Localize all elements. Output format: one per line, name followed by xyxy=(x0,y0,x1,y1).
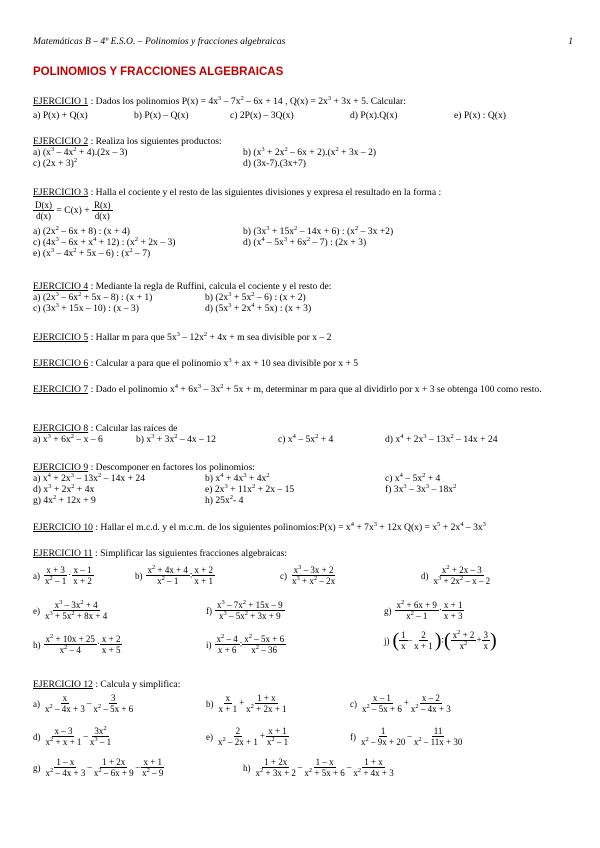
left-paren-icon: ( xyxy=(443,629,451,652)
denominator: $x^2 - 5x + 6$ xyxy=(362,703,402,714)
numerator: x – 3 xyxy=(54,726,73,736)
numerator: 1 – x xyxy=(315,757,334,767)
numerator: x + 1 xyxy=(143,757,163,767)
denominator: $x^2 - 9x + 20$ xyxy=(361,736,406,747)
numerator: x xyxy=(225,693,231,703)
numerator: 1 xyxy=(401,630,406,640)
operator: : xyxy=(239,638,243,649)
numerator: 1 + 2x xyxy=(102,757,126,767)
numerator: $x^2 + 2x - 3$ xyxy=(441,564,482,575)
item-letter: a) xyxy=(33,698,40,709)
denominator: x + 1 xyxy=(414,641,433,651)
fraction-item-12c xyxy=(350,693,453,714)
fraction-item-12a xyxy=(33,693,135,714)
numerator: D(x) xyxy=(35,200,52,210)
exercise-11 xyxy=(33,548,578,559)
numerator: x – 1 xyxy=(73,565,92,575)
item: b) P(x) – Q(x) xyxy=(134,110,189,121)
denominator: x + 1 xyxy=(218,704,238,714)
numerator: x + 1 xyxy=(443,600,463,610)
denominator: $x^3 + 2x^2 - x - 2$ xyxy=(433,575,491,586)
item: a) $x^3 + 6x^2 - x - 6$ xyxy=(33,433,103,445)
exercise-6 xyxy=(33,358,578,369)
numerator: 1 xyxy=(380,726,386,736)
item-letter: h) xyxy=(33,639,41,650)
item-letter: e) xyxy=(206,731,213,742)
item: b) $(x^3 + 2x^2 - 6x + 2).(x^2 + 3x - 2)$ xyxy=(243,146,377,158)
denominator: x xyxy=(483,641,489,651)
item-letter: a) xyxy=(33,570,40,581)
fraction-item-11e xyxy=(33,600,109,621)
denominator: $x^2 - 4x + 3$ xyxy=(410,703,451,714)
numerator: 1 – x xyxy=(56,757,75,767)
item: d) P(x).Q(x) xyxy=(350,110,398,121)
denominator: $x^2 - 1$ xyxy=(157,575,179,586)
item: b) $(2x^3 + 5x^2 - 6)$ : (x + 2) xyxy=(205,291,306,303)
item: h) $25x^2-$ 4 xyxy=(205,494,244,506)
fraction-item-11d xyxy=(421,565,492,586)
item: e) $(x^3 - 4x^2 + 5x - 6)$ : $(x^2 - 7)$ xyxy=(33,247,151,259)
denominator: $x^2$ xyxy=(459,640,468,651)
exercise-text: : Hallar el m.c.d. y el m.c.m. de los siguientes polinomios:P(x) = $x^4 + 7x^3 + 12x$ $Q(x) = x^5 + 2x^4 - 3x^3$ xyxy=(92,521,486,533)
operator: : xyxy=(189,569,193,580)
fraction-item-12h xyxy=(243,757,396,778)
fraction-item-11c xyxy=(280,565,337,586)
formula-middle: = C(x) + xyxy=(56,205,90,216)
item: f) $3x^3 - 3x^3 - 18x^2$ xyxy=(385,483,457,495)
denominator: x xyxy=(401,641,406,651)
exercise-text: : Realiza los siguientes productos: xyxy=(88,136,222,147)
exercise-label: EJERCICIO 5 xyxy=(33,332,89,343)
item: a) $(2x^3 - 6x^2 + 5x - 8)$ : (x + 1) xyxy=(33,291,153,303)
exercise-5 xyxy=(33,332,578,343)
denominator: x + 3 xyxy=(443,611,463,621)
operator: – xyxy=(407,730,412,741)
exercise-8 xyxy=(33,423,578,445)
numerator: x + 3 xyxy=(46,565,65,575)
item-letter: c) xyxy=(280,570,287,581)
exercise-text: : Halla el cociente y el resto de las siguientes divisiones y expresa el resultado en la forma : xyxy=(88,187,442,198)
numerator: x xyxy=(62,693,68,703)
exercise-label: EJERCICIO 12 xyxy=(33,679,93,690)
numerator: $x^2 + 2$ xyxy=(452,629,475,640)
item-letter: f) xyxy=(206,605,212,616)
numerator: $x^2 - 5x + 6$ xyxy=(244,633,285,644)
item: b) $x^3 + 3x^2 - 4x - 12$ xyxy=(136,433,216,445)
denominator: d(x) xyxy=(94,211,110,221)
item-letter: g) xyxy=(33,762,41,773)
exercise-text: : Simplificar las siguientes fracciones algebraicas: xyxy=(92,548,288,559)
denominator: $x^2 - 6x + 9$ xyxy=(93,767,134,778)
fraction-item-11g xyxy=(384,600,464,621)
header-title: Matemáticas B – 4º E.S.O. – Polinomios y fracciones algebraicas xyxy=(33,36,286,47)
numerator: 1 + x xyxy=(364,757,383,767)
denominator: x + 1 xyxy=(194,576,213,586)
numerator: $3x^2$ xyxy=(94,725,107,736)
item-letter: f) xyxy=(350,731,356,742)
numerator: x – 2 xyxy=(421,693,440,703)
denominator: $x^2 + 4x + 3$ xyxy=(353,767,394,778)
exercise-text: : Calcular las raíces de xyxy=(88,423,178,434)
exercise-label: EJERCICIO 9 xyxy=(33,462,89,473)
item-letter: d) xyxy=(33,731,41,742)
item: d) $x^3 + 2x^2 + 4x$ xyxy=(33,483,95,495)
denominator: $x^2 - 4x + 3$ xyxy=(45,767,86,778)
item: c) 2P(x) – 3Q(x) xyxy=(230,110,294,121)
operator: – xyxy=(83,730,88,741)
fraction-item-12g xyxy=(33,757,165,778)
operator: + xyxy=(403,697,409,708)
denominator: $x^2 + 2x + 1$ xyxy=(246,703,287,714)
item: c) $x^4 - 5x^2 + 4$ xyxy=(278,433,334,445)
fraction-item-11f xyxy=(206,600,285,621)
denominator: $x^2 - 36$ xyxy=(251,644,278,655)
numerator: $x^2 + 6x + 9$ xyxy=(396,599,437,610)
denominator: $x^3 + 5x^2 + 8x + 4$ xyxy=(45,610,108,621)
item: a) $(x^3 - 4x^2 + 4).(2x - 3)$ xyxy=(33,146,128,158)
denominator: $x^2 + 3x + 2$ xyxy=(255,767,296,778)
denominator: $x^2 - 2x + 1$ xyxy=(218,736,258,747)
operator: – xyxy=(407,634,413,645)
denominator: $x^2 - 11x + 30$ xyxy=(413,736,463,747)
exercise-3 xyxy=(33,187,578,259)
numerator: 2 xyxy=(235,726,241,736)
item-letter: c) xyxy=(350,698,357,709)
item: d) $x^4 + 2x^3 - 13x^2 - 14x + 24$ xyxy=(385,433,498,445)
exercise-10 xyxy=(33,522,578,533)
exercise-text: : Dados los polinomios $P(x) = 4x^3 - 7x^2 - 6x + 14$ , $Q(x) = 2x^3 + 3x + 5$. Calcular: xyxy=(88,95,406,107)
item: a) $(2x^2 - 6x + 8)$ : (x + 4) xyxy=(33,225,130,237)
numerator: 3 xyxy=(110,693,116,703)
item: c) $(3x^3 + 15x - 10)$ : (x – 3) xyxy=(33,302,139,314)
operator: · xyxy=(96,638,100,649)
exercise-label: EJERCICIO 11 xyxy=(33,548,93,559)
exercise-text: : Dado el polinomio $x^4 + 6x^3 - 3x^2 + 5x + m$, determinar m para que al dividirlo por x + 3 se obtenga 100 como resto. xyxy=(88,383,542,395)
item: b) $(3x^3 + 15x^2 - 14x + 6)$ : $(x^2 - 3x +2)$ xyxy=(243,225,394,237)
denominator: $x^3 - 5x^2 + 3x + 9$ xyxy=(218,610,281,621)
exercise-label: EJERCICIO 7 xyxy=(33,384,89,395)
item: d) $(x^4 - 5x^3 + 6x^2 - 7)$ : (2x + 3) xyxy=(243,236,367,248)
item: a) P(x) + Q(x) xyxy=(33,110,88,121)
fraction-item-11h xyxy=(33,634,122,655)
numerator: 3 xyxy=(483,630,489,640)
numerator: 1 + x xyxy=(257,693,276,703)
operator: – xyxy=(87,761,92,772)
fraction-item-12e xyxy=(206,726,290,747)
exercise-label: EJERCICIO 10 xyxy=(33,522,93,533)
item-letter: i) xyxy=(206,639,212,650)
exercise-label: EJERCICIO 8 xyxy=(33,423,89,434)
item-letter: g) xyxy=(384,605,392,616)
denominator: $x^2 - 4$ xyxy=(59,644,81,655)
numerator: 1 + 2x xyxy=(264,757,288,767)
operator: · xyxy=(438,604,442,615)
exercise-label: EJERCICIO 2 xyxy=(33,136,89,147)
right-paren-icon: ) xyxy=(434,629,442,652)
numerator: $x^3 - 3x + 2$ xyxy=(293,564,334,575)
denominator: x + 5 xyxy=(101,645,121,655)
exercise-text: : Descomponer en factores los polinomios: xyxy=(88,462,255,473)
numerator: 11 xyxy=(433,726,443,736)
numerator: $x^3 - 3x^2 + 4$ xyxy=(54,599,98,610)
operator: + xyxy=(259,730,265,741)
denominator: $x^2 - 9$ xyxy=(142,767,164,778)
numerator: R(x) xyxy=(94,200,111,210)
operator: – xyxy=(86,697,92,708)
numerator: x + 2 xyxy=(101,634,121,644)
numerator: x – 1 xyxy=(372,693,391,703)
exercise-text: : Hallar m para que $5x^3 - 12x^2 + 4x + m$ sea divisible por x – 2 xyxy=(88,331,332,343)
denominator: $x^2 - 4x + 3$ xyxy=(45,703,85,714)
numerator: x + 1 xyxy=(268,726,287,736)
denominator: $x^2 - 5x + 6$ xyxy=(93,703,134,714)
item: e) $2x^3 + 11x^2 + 2x - 15$ xyxy=(205,483,295,495)
item: c) $(2x + 3)^2$ xyxy=(33,157,78,169)
fraction-item-11i xyxy=(206,634,286,655)
division-formula xyxy=(33,200,578,226)
denominator: d(x) xyxy=(36,211,51,221)
denominator: $x^2 - 1$ xyxy=(45,575,67,586)
left-paren-icon: ( xyxy=(392,629,400,652)
operator: + xyxy=(476,634,482,645)
item: c) $x^4 - 5x^2 + 4$ xyxy=(385,472,441,484)
item: d) $(5x^3 + 2x^4 + 5x)$ : (x + 3) xyxy=(205,302,312,314)
denominator: $x^3 + x^2 - 2x$ xyxy=(292,575,336,586)
page-header xyxy=(33,36,573,47)
operator: + xyxy=(239,697,245,708)
fraction-item-11j xyxy=(384,630,497,651)
exercise-7 xyxy=(33,384,573,395)
item: e) P(x) : Q(x) xyxy=(454,110,506,121)
operator: – xyxy=(346,761,352,772)
item: d) (3x-7).(3x+7) xyxy=(243,158,306,169)
numerator: x + 2 xyxy=(194,565,213,575)
exercise-text: : Mediante la regla de Ruffini, calcula el cociente y el resto de: xyxy=(88,281,332,292)
operator: – xyxy=(297,761,303,772)
item: g) $4x^2 + 12x + 9$ xyxy=(33,494,96,506)
operator: – xyxy=(135,761,141,772)
denominator: x + 6 xyxy=(217,645,237,655)
operator: : xyxy=(441,634,444,645)
item: c) $(4x^3 - 6x + x^4 + 12)$ : $(x^2 + 2x - 3)$ xyxy=(33,236,176,248)
exercise-label: EJERCICIO 6 xyxy=(33,358,89,369)
item: b) $x^4 + 4x^3 + 4x^2$ xyxy=(205,472,270,484)
document-title: POLINOMIOS Y FRACCIONES ALGEBRAICAS xyxy=(33,66,284,78)
numerator: $x^2 + 4x + 4$ xyxy=(147,564,188,575)
numerator: 2 xyxy=(421,630,426,640)
item-letter: d) xyxy=(421,570,429,581)
exercise-label: EJERCICIO 4 xyxy=(33,281,89,292)
item-letter: j) xyxy=(384,635,390,646)
exercise-text: : Calcular a para que el polinomio $x^3$ + ax + 10 sea divisible por x + 5 xyxy=(88,357,359,369)
fraction-item-12d xyxy=(33,726,113,747)
fraction-item-11b xyxy=(135,565,215,586)
item: a) $x^4 + 2x^3 - 13x^2 - 14x + 24$ xyxy=(33,472,145,484)
denominator: $x^3 - 1$ xyxy=(89,736,112,747)
denominator: x + 2 xyxy=(73,576,92,586)
fraction-item-12f xyxy=(350,726,464,747)
denominator: $x^2 + x + 1$ xyxy=(45,736,82,747)
exercise-2 xyxy=(33,136,578,169)
exercise-1 xyxy=(33,96,578,121)
denominator: $x^2 - 1$ xyxy=(266,736,289,747)
exercise-label: EJERCICIO 3 xyxy=(33,187,89,198)
right-paren-icon: ) xyxy=(490,629,497,652)
item-letter: h) xyxy=(243,762,251,773)
page-number: 1 xyxy=(568,36,573,47)
exercise-4 xyxy=(33,281,578,314)
exercise-text: : Calcula y simplifica: xyxy=(92,679,181,690)
item-letter: b) xyxy=(135,570,143,581)
denominator: $x^2 + 5x + 6$ xyxy=(304,767,345,778)
exercise-12 xyxy=(33,679,578,690)
numerator: $x^2 + 10x + 25$ xyxy=(45,633,95,644)
fraction-item-12b xyxy=(206,693,289,714)
fraction-item-11a xyxy=(33,565,94,586)
numerator: $x^3 - 7x^2 + 15x - 9$ xyxy=(217,599,283,610)
operator: · xyxy=(68,569,72,580)
denominator: $x^2 - 1$ xyxy=(406,610,428,621)
item-letter: e) xyxy=(33,605,40,616)
exercise-label: EJERCICIO 1 xyxy=(33,96,89,107)
numerator: $x^2 - 4$ xyxy=(216,633,238,644)
exercise-9 xyxy=(33,462,578,506)
item-letter: b) xyxy=(206,698,214,709)
